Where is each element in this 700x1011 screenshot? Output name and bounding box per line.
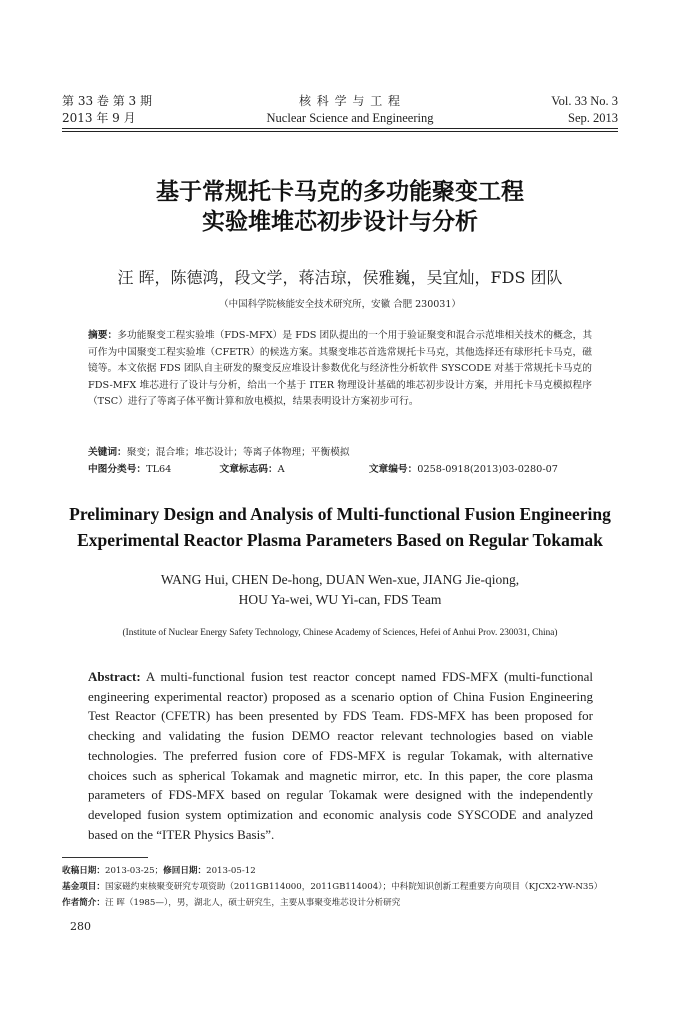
classification-line — [88, 462, 608, 479]
doc-code-label: 文章标志码： — [219, 464, 278, 475]
affiliation-cn: （中国科学院核能安全技术研究所，安徽 合肥 230031） — [219, 299, 461, 310]
authors-en-line1: WANG Hui, CHEN De-hong, DUAN Wen-xue, JIANG Jie-qiong, — [160, 572, 520, 587]
header-rule-top — [62, 128, 618, 129]
revised-value: 2013-05-12 — [206, 866, 256, 876]
clc-label: 中图分类号： — [88, 464, 147, 475]
article-no-value: 0258-0918(2013)03-0280-07 — [417, 464, 558, 475]
abstract-en-text: A multi-functional fusion test reactor concept named FDS-MFX (multi-functional engineering experimental reactor) proposed as a scenario option of China Fusion Engineering Test Reactor (CFETR) has been presented by FDS Team. FDS-MFX has been proposed for checking and validating the fusion DEMO reactor relevant technologies based on viable technologies. The preferred fusion core of FDS-MFX is regular Tokamak, with alternative choices such as spherical Tokamak and magnetic mirror, etc. In this paper, the core plasma parameters of FDS-MFX based on regular Tokamak were designed with the independently developed fusion system optimization and economic analysis code SYSCODE and analyzed based on the “ITER Physics Basis”. — [88, 669, 593, 842]
authors-cn: 汪 晖，陈德鸿，段文学，蒋洁琼，侯雅巍，吴宜灿，FDS 团队 — [117, 268, 563, 287]
abstract-cn — [88, 328, 592, 411]
journal-date: 2013 年 9 月 — [62, 111, 136, 125]
abstract-en-label: Abstract: — [88, 669, 141, 684]
footnote-author — [62, 896, 622, 912]
title-cn-line2: 实验堆堆芯初步设计与分析 — [202, 209, 478, 235]
affiliation-en: (Institute of Nuclear Energy Safety Technology, Chinese Academy of Sciences, Hefei of Anhui Prov. 230031, China) — [122, 628, 558, 638]
page-number: 280 — [70, 920, 91, 933]
keywords-cn-text: 聚变；混合堆；堆芯设计；等离子体物理；平衡模拟 — [126, 447, 350, 458]
article-no-label: 文章编号： — [368, 464, 418, 475]
author-bio-value: 汪 晖（1985—），男，湖北人，硕士研究生，主要从事聚变堆芯设计分析研究 — [104, 898, 401, 908]
author-bio-label: 作者简介： — [62, 898, 105, 908]
journal-name-en: Nuclear Science and Engineering — [266, 111, 434, 125]
footnote-dates — [62, 864, 622, 880]
fund-value: 国家磁约束核聚变研究专项资助（2011GB114000，2011GB114004）；中科院知识创新工程重要方向项目（KJCX2-YW-N35） — [104, 882, 603, 892]
received-label: 收稿日期： — [62, 866, 105, 876]
doc-code-value: A — [277, 464, 285, 475]
abstract-en — [88, 667, 593, 844]
keywords-cn — [88, 445, 608, 462]
footnote-fund — [62, 880, 622, 896]
footnote-rule — [62, 857, 148, 858]
title-en-line2: Experimental Reactor Plasma Parameters Based on Regular Tokamak — [77, 530, 603, 550]
received-value: 2013-03-25； — [104, 866, 164, 876]
keywords-cn-label: 关键词： — [88, 447, 127, 458]
journal-date-en: Sep. 2013 — [568, 111, 618, 125]
journal-name-cn: 核 科 学 与 工 程 — [298, 94, 402, 108]
title-cn-line1: 基于常规托卡马克的多功能聚变工程 — [156, 179, 524, 205]
fund-label: 基金项目： — [62, 882, 105, 892]
clc-value: TL64 — [146, 464, 172, 475]
header-rule-bottom — [62, 131, 618, 132]
journal-vol-no-en: Vol. 33 No. 3 — [551, 94, 618, 108]
authors-en-line2: HOU Ya-wei, WU Yi-can, FDS Team — [238, 592, 442, 607]
abstract-cn-text: 多功能聚变工程实验堆（FDS-MFX）是 FDS 团队提出的一个用于验证聚变和混合示范堆相关技术的概念，其可作为中国聚变工程实验堆（CFETR）的候选方案。其聚变堆芯首选常规托卡马克，其他选择还有球形托卡马克，磁镜等。本文依据 FDS 团队自主研发的聚变反应堆设计参数优化与经济性分析软件 SYSCODE 对基于常规托卡马克的 FDS-MFX 堆芯进行了设计与分析，给出一个基于 ITER 物理设计基础的堆芯初步设计方案，并用托卡马克模拟程序（TSC）进行了等离子体平衡计算和放电模拟，结果表明设计方案初步可行。 — [88, 330, 593, 408]
revised-label: 修回日期： — [163, 866, 207, 876]
title-en-line1: Preliminary Design and Analysis of Multi-functional Fusion Engineering — [69, 504, 611, 524]
journal-volume-issue: 第 33 卷 第 3 期 — [62, 94, 152, 108]
abstract-cn-label: 摘要： — [88, 330, 118, 341]
